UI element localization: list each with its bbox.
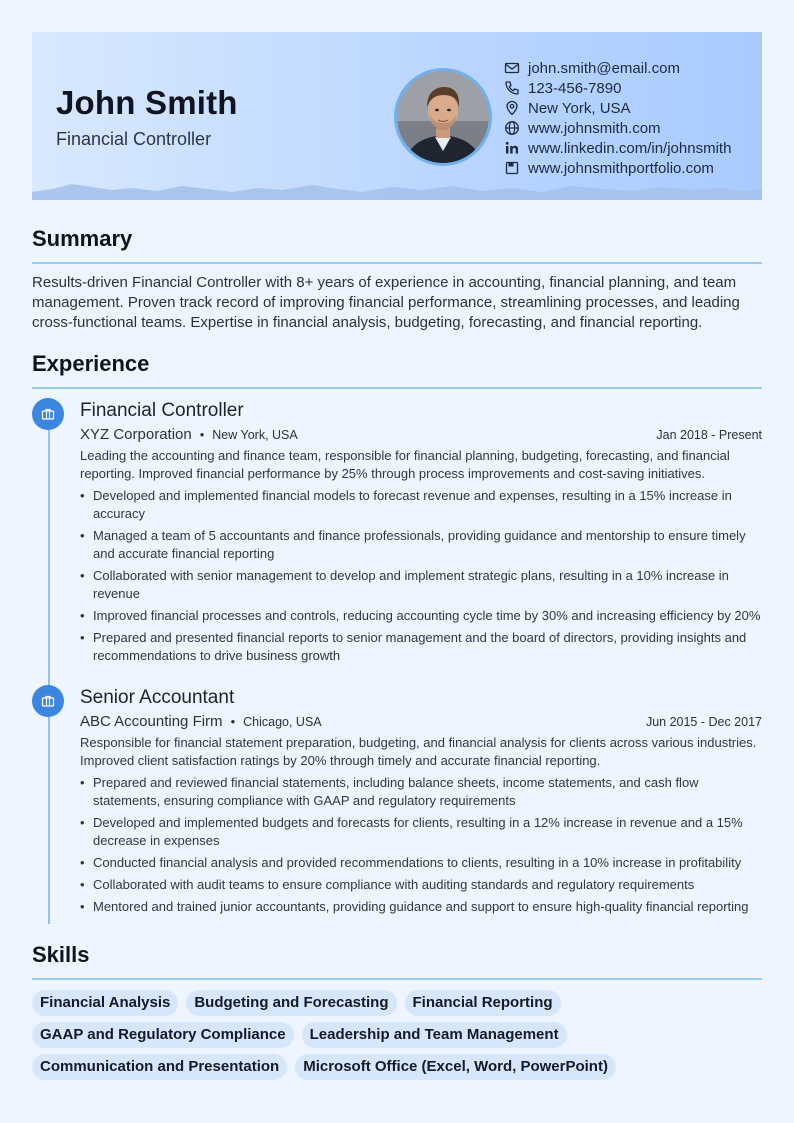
skill-chip: Financial Reporting — [405, 990, 561, 1016]
skill-row — [32, 1054, 772, 1080]
contact-text: 123-456-7890 — [528, 79, 622, 97]
job-bullets — [80, 774, 762, 916]
job-meta — [80, 424, 762, 446]
contact-phone[interactable] — [504, 78, 731, 98]
email-icon — [504, 60, 520, 76]
skills-divider — [32, 978, 762, 980]
list-item: • Prepared and reviewed financial statements, including balance sheets, income statements, and cash flow statements, ensuring compliance with GAAP and regulatory requirements — [80, 774, 762, 810]
separator-dot: • — [199, 427, 205, 442]
skill-chip: Leadership and Team Management — [302, 1022, 567, 1048]
contact-text: www.linkedin.com/in/johnsmith — [528, 139, 732, 157]
experience-heading: Experience — [32, 351, 150, 376]
globe-icon — [504, 120, 520, 136]
skill-row — [32, 1022, 772, 1048]
list-item: • Developed and implemented financial models to forecast revenue and expenses, resulting in a 15% increase in accuracy — [80, 487, 762, 523]
location-icon — [504, 100, 520, 116]
list-item: • Developed and implemented budgets and forecasts for clients, resulting in a 12% increase in revenue and a 15% decrease in expenses — [80, 814, 762, 850]
job-entry — [80, 398, 762, 669]
skill-chip: GAAP and Regulatory Compliance — [32, 1022, 294, 1048]
job-location: Chicago, USA — [243, 715, 322, 729]
job-dates: Jan 2018 - Present — [656, 428, 762, 442]
contact-website[interactable] — [504, 118, 731, 138]
list-item: • Prepared and presented financial reports to senior management and the board of directors, providing insights and recommendations to drive business growth — [80, 629, 762, 665]
job-bullets — [80, 487, 762, 665]
job-title: Financial Controller — [80, 400, 244, 421]
company-name: XYZ Corporation — [80, 426, 192, 443]
phone-icon — [504, 80, 520, 96]
skills-heading: Skills — [32, 942, 90, 967]
separator-dot: • — [230, 714, 236, 729]
skill-chip: Communication and Presentation — [32, 1054, 287, 1080]
summary-heading: Summary — [32, 226, 133, 251]
company-name: ABC Accounting Firm — [80, 713, 223, 730]
job-meta — [80, 711, 762, 733]
job-location: New York, USA — [212, 428, 298, 442]
timeline-line — [48, 412, 50, 924]
job-title: Senior Accountant — [80, 687, 235, 708]
job-description: Responsible for financial statement preparation, budgeting, and financial analysis for clients across various industries. Improved client satisfaction ratings by 20% through timely and accurate financial reporting. — [80, 735, 757, 768]
list-item: • Collaborated with audit teams to ensure compliance with auditing standards and regulatory requirements — [80, 876, 762, 894]
contact-text: www.johnsmith.com — [528, 119, 661, 137]
list-item: • Conducted financial analysis and provided recommendations to clients, resulting in a 10% increase in profitability — [80, 854, 762, 872]
linkedin-icon — [504, 140, 520, 156]
contact-text: john.smith@email.com — [528, 59, 680, 77]
contact-text: www.johnsmithportfolio.com — [528, 159, 714, 177]
briefcase-icon — [41, 407, 55, 421]
briefcase-icon — [41, 694, 55, 708]
job-dates: Jun 2015 - Dec 2017 — [645, 715, 762, 729]
skill-chip: Budgeting and Forecasting — [186, 990, 396, 1016]
contact-list — [504, 58, 731, 178]
avatar — [394, 68, 492, 166]
job-entry — [80, 685, 762, 920]
skills-list — [32, 990, 772, 1086]
profile-photo — [397, 71, 489, 163]
contact-email[interactable] — [504, 58, 731, 78]
skill-chip: Financial Analysis — [32, 990, 178, 1016]
contact-location — [504, 98, 731, 118]
summary-divider — [32, 262, 762, 264]
list-item: • Mentored and trained junior accountants, providing guidance and support to ensure high-quality financial reporting — [80, 898, 762, 916]
header-banner — [32, 32, 762, 200]
list-item: • Managed a team of 5 accountants and finance professionals, providing guidance and mentorship to ensure timely and accurate financial reporting — [80, 527, 762, 563]
skill-row — [32, 990, 772, 1016]
candidate-title: Financial Controller — [56, 129, 212, 149]
timeline-dot — [32, 398, 64, 430]
candidate-name: John Smith — [56, 84, 238, 121]
contact-portfolio[interactable] — [504, 158, 731, 178]
summary-text: Results-driven Financial Controller with 8+ years of experience in accounting, financial planning, and team management. Proven track record of improving financial performance, streamlining processes, and leading cross-functional teams. Expertise in financial analysis, budgeting, forecasting, and financial reporting. — [32, 274, 740, 331]
job-description: Leading the accounting and finance team, responsible for financial planning, budgeting, forecasting, and financial reporting. Improved financial performance by 25% through process improvements and cost-saving initiatives. — [80, 448, 730, 481]
contact-linkedin[interactable] — [504, 138, 731, 158]
contact-text: New York, USA — [528, 99, 631, 117]
portfolio-icon — [504, 160, 520, 176]
list-item: • Collaborated with senior management to develop and implement strategic plans, resulting in a 10% increase in revenue — [80, 567, 762, 603]
timeline-dot — [32, 685, 64, 717]
list-item: • Improved financial processes and controls, reducing accounting cycle time by 30% and increasing efficiency by 20% — [80, 607, 762, 625]
mountain-decoration — [32, 180, 762, 200]
skill-chip: Microsoft Office (Excel, Word, PowerPoint) — [295, 1054, 616, 1080]
experience-divider — [32, 387, 762, 389]
